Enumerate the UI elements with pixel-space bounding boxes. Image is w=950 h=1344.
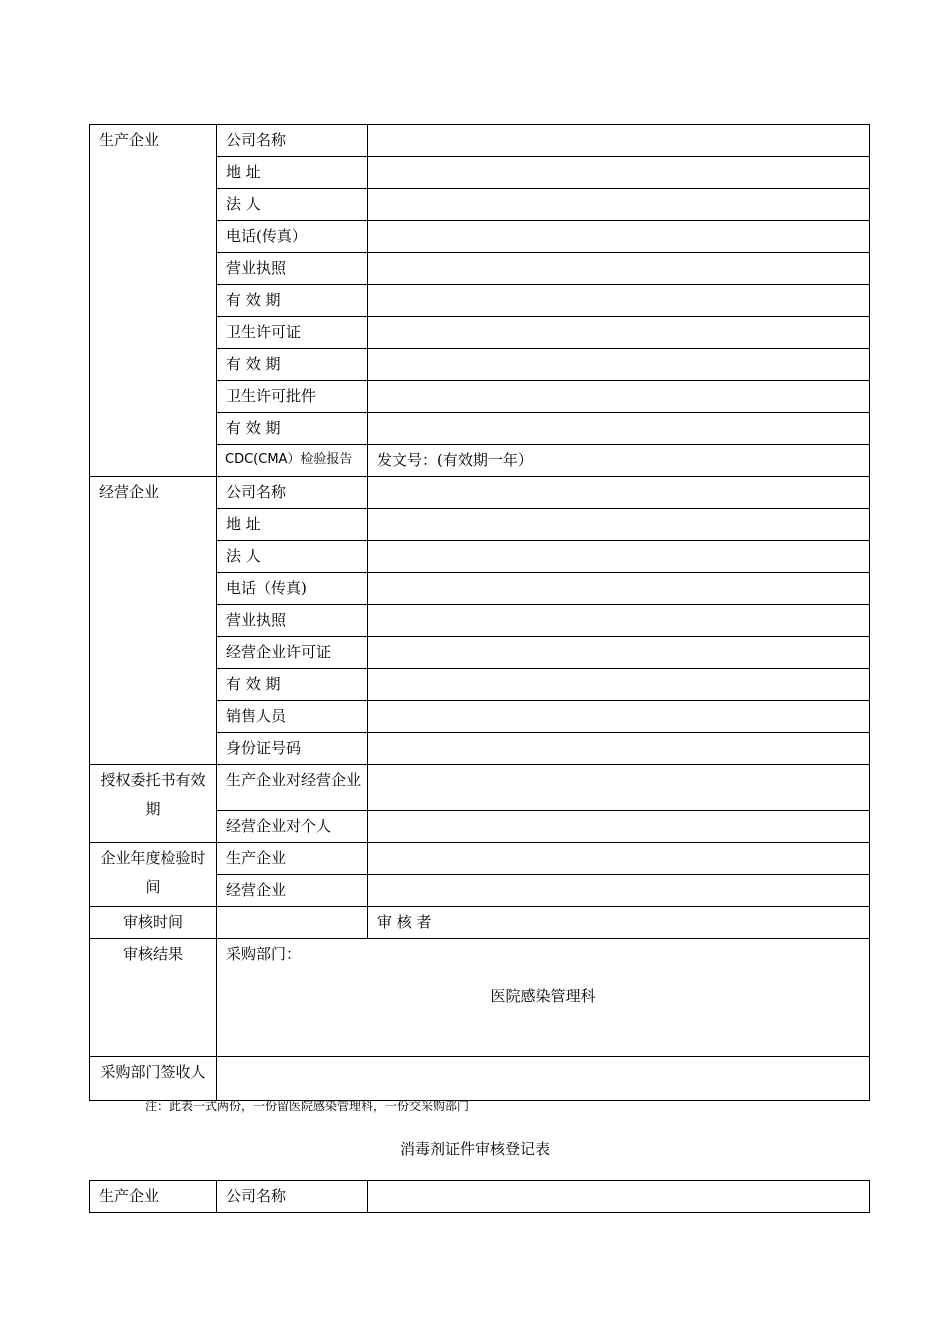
field-label: 身份证号码: [217, 733, 368, 765]
field-value[interactable]: [368, 1181, 870, 1213]
signee-value[interactable]: [217, 1057, 870, 1101]
field-value[interactable]: [368, 637, 870, 669]
field-value[interactable]: [368, 221, 870, 253]
annual-inspection-group-label: 企业年度检验时间: [90, 843, 217, 907]
field-value[interactable]: [368, 189, 870, 221]
field-value[interactable]: [368, 765, 870, 811]
field-label: 有 效 期: [217, 349, 368, 381]
field-value[interactable]: [368, 381, 870, 413]
field-label: 卫生许可批件: [217, 381, 368, 413]
field-label: 生产企业对经营企业: [217, 765, 368, 811]
field-label: 有 效 期: [217, 413, 368, 445]
field-value[interactable]: [368, 733, 870, 765]
review-time-label: 审核时间: [90, 907, 217, 939]
field-value[interactable]: [368, 573, 870, 605]
field-label: 地 址: [217, 509, 368, 541]
field-label: 经营企业: [217, 875, 368, 907]
field-label: 法 人: [217, 189, 368, 221]
field-label: 电话（传真): [217, 573, 368, 605]
field-label: 有 效 期: [217, 285, 368, 317]
producer-group-label: 生产企业: [90, 1181, 217, 1213]
field-value[interactable]: [368, 253, 870, 285]
field-value[interactable]: [368, 285, 870, 317]
review-result-label: 审核结果: [90, 939, 217, 1057]
field-value[interactable]: [368, 509, 870, 541]
producer-group-label: 生产企业: [90, 125, 217, 477]
field-value[interactable]: [368, 125, 870, 157]
field-value[interactable]: [368, 477, 870, 509]
field-value[interactable]: [368, 875, 870, 907]
distributor-group-label: 经营企业: [90, 477, 217, 765]
field-label: 销售人员: [217, 701, 368, 733]
field-label: 地 址: [217, 157, 368, 189]
field-value[interactable]: [368, 541, 870, 573]
field-label: 公司名称: [217, 125, 368, 157]
reviewer-label: 审 核 者: [368, 907, 870, 939]
field-label: 公司名称: [217, 1181, 368, 1213]
field-label: 营业执照: [217, 253, 368, 285]
field-label: 公司名称: [217, 477, 368, 509]
form-title: 消毒剂证件审核登记表: [399, 1140, 550, 1158]
audit-table-2: [89, 1180, 870, 1213]
field-value[interactable]: [368, 701, 870, 733]
form-note: 注：此表一式两份，一份留医院感染管理科，一份交采购部门: [145, 1099, 470, 1113]
field-label: 经营企业许可证: [217, 637, 368, 669]
field-label: 营业执照: [217, 605, 368, 637]
review-time-value[interactable]: [217, 907, 368, 939]
field-value[interactable]: [368, 157, 870, 189]
field-value[interactable]: [368, 317, 870, 349]
infection-dept-label: 医院感染管理科: [490, 987, 596, 1005]
field-value[interactable]: [368, 413, 870, 445]
cdc-report-value[interactable]: 发文号：(有效期一年）: [368, 445, 870, 477]
field-label: 卫生许可证: [217, 317, 368, 349]
audit-table: [89, 124, 870, 1101]
field-value[interactable]: [368, 811, 870, 843]
field-label: 生产企业: [217, 843, 368, 875]
authorization-group-label: 授权委托书有效期: [90, 765, 217, 843]
field-value[interactable]: [368, 605, 870, 637]
field-label: 电话(传真）: [217, 221, 368, 253]
field-value[interactable]: [368, 669, 870, 701]
cdc-report-label: CDC(CMA）检验报告: [217, 445, 368, 477]
review-result-cell[interactable]: [217, 939, 870, 1057]
field-label: 经营企业对个人: [217, 811, 368, 843]
field-value[interactable]: [368, 349, 870, 381]
field-label: 法 人: [217, 541, 368, 573]
purchasing-dept-label: 采购部门：: [226, 945, 302, 963]
field-label: 有 效 期: [217, 669, 368, 701]
field-value[interactable]: [368, 843, 870, 875]
signee-label: 采购部门签收人: [90, 1057, 217, 1101]
